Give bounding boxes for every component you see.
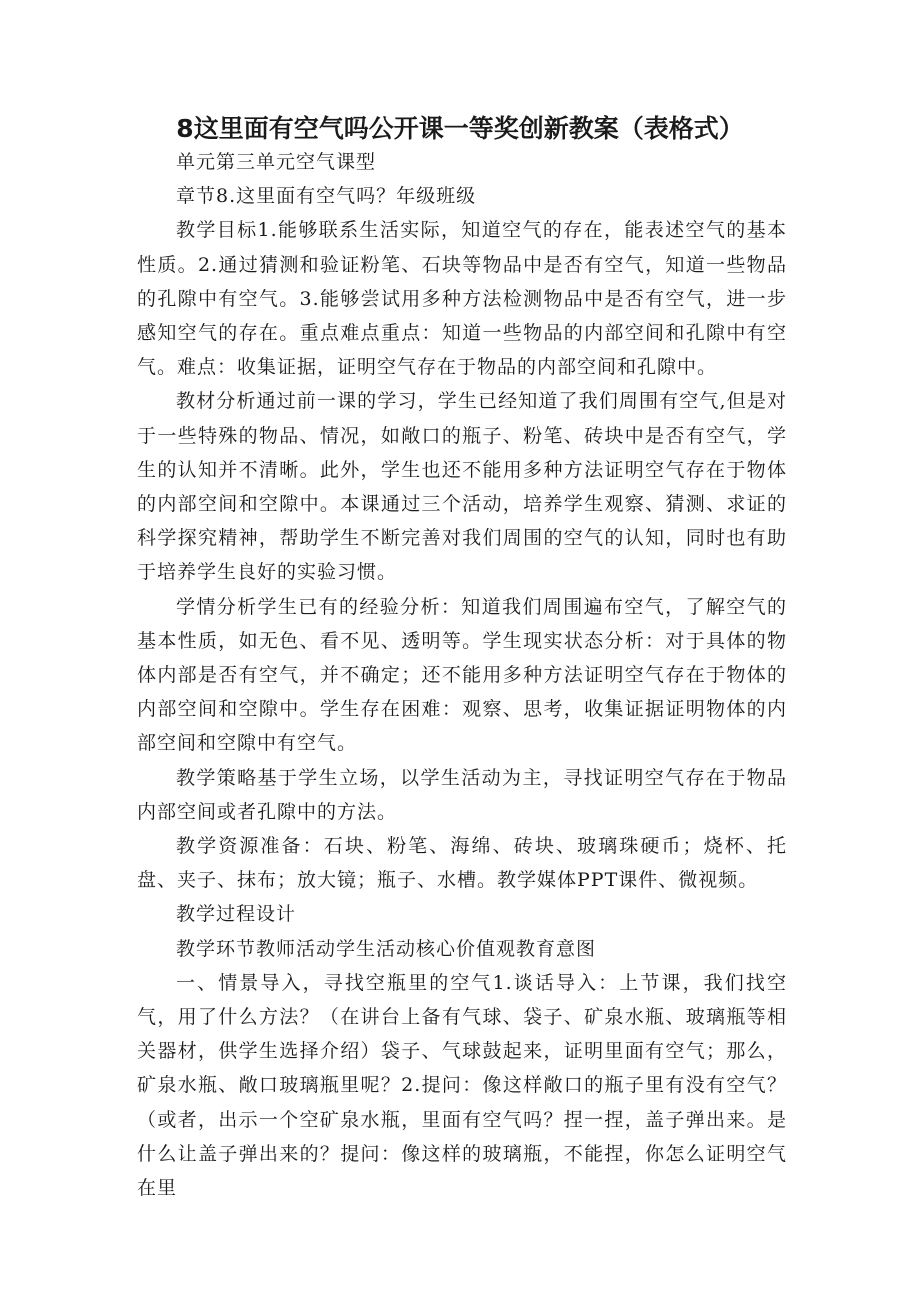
paragraph-process-design: 教学过程设计 xyxy=(176,903,297,926)
paragraph-teaching-goals: 教学目标1.能够联系生活实际，知道空气的存在，能表述空气的基本性质。2.通过猜测和验证粉笔、石块等物品中是否有空气，知道一些物品的孔隙中有空气。3.能够尝试用多种方法检测物品中是否有空气，进一步感知空气的存在。重点难点重点：知道一些物品的内部空间和孔隙中有空气。难点：收集证据，证明空气存在于物品的内部空间和孔隙中。 xyxy=(137,219,787,379)
paragraph-unit: 单元第三单元空气课型 xyxy=(176,151,377,173)
paragraph-teaching-strategy: 教学策略基于学生立场，以学生活动为主，寻找证明空气存在于物品内部空间或者孔隙中的方法。 xyxy=(137,766,787,823)
paragraph-chapter: 章节8.这里面有空气吗？年级班级 xyxy=(176,185,477,208)
document-title: 8这里面有空气吗公开课一等奖创新教案（表格式） xyxy=(176,114,744,143)
document-body xyxy=(137,145,787,1205)
paragraph-table-header: 教学环节教师活动学生活动核心价值观教育意图 xyxy=(176,937,597,960)
paragraph-section-one: 一、情景导入，寻找空瓶里的空气1.谈话导入：上节课，我们找空气，用了什么方法？（在讲台上备有气球、袋子、矿泉水瓶、玻璃瓶等相关器材，供学生选择介绍）袋子、气球鼓起来，证明里面有空气；那么，矿泉水瓶、敞口玻璃瓶里呢？2.提问：像这样敞口的瓶子里有没有空气？（或者，出示一个空矿泉水瓶，里面有空气吗？捏一捏，盖子弹出来。是什么让盖子弹出来的？提问：像这样的玻璃瓶，不能捏，你怎么证明空气在里 xyxy=(137,971,787,1200)
paragraph-material-analysis: 教材分析通过前一课的学习，学生已经知道了我们周围有空气,但是对于一些特殊的物品、情况，如敞口的瓶子、粉笔、砖块中是否有空气，学生的认知并不清晰。此外，学生也还不能用多种方法证明空气存在于物体的内部空间和空隙中。本课通过三个活动，培养学生观察、猜测、求证的科学探究精神，帮助学生不断完善对我们周围的空气的认知，同时也有助于培养学生良好的实验习惯。 xyxy=(137,390,787,584)
paragraph-learner-analysis: 学情分析学生已有的经验分析：知道我们周围遍布空气，了解空气的基本性质，如无色、看不见、透明等。学生现实状态分析：对于具体的物体内部是否有空气，并不确定；还不能用多种方法证明空气存在于物体的内部空间和空隙中。学生存在困难：观察、思考，收集证据证明物体的内部空间和空隙中有空气。 xyxy=(137,595,787,755)
paragraph-teaching-resources: 教学资源准备：石块、粉笔、海绵、砖块、玻璃珠硬币；烧杯、托盘、夹子、抹布；放大镜；瓶子、水槽。教学媒体PPT课件、微视频。 xyxy=(137,835,787,892)
